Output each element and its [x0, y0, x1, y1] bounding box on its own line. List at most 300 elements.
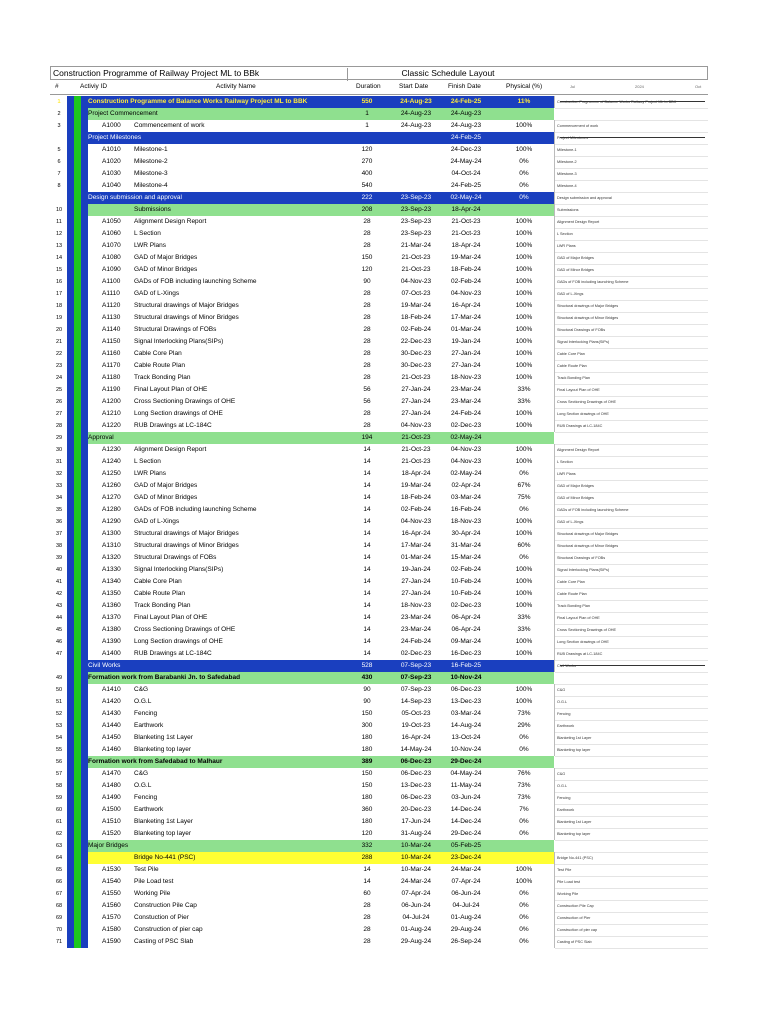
start-date: 10-Mar-24: [401, 854, 431, 861]
wbs-bar: [74, 576, 81, 588]
start-date: 29-Aug-24: [400, 938, 432, 945]
table-row[interactable]: [50, 492, 708, 504]
table-row[interactable]: [50, 264, 708, 276]
table-row[interactable]: [50, 564, 708, 576]
table-row[interactable]: [50, 456, 708, 468]
wbs-bar: [74, 168, 81, 180]
table-row[interactable]: [50, 432, 708, 444]
table-row[interactable]: [50, 144, 708, 156]
table-row[interactable]: [50, 648, 708, 660]
table-row[interactable]: [50, 408, 708, 420]
wbs-bar: [67, 528, 74, 540]
table-row[interactable]: [50, 864, 708, 876]
wbs-bar: [67, 612, 74, 624]
table-row[interactable]: [50, 684, 708, 696]
start-date: 05-Oct-23: [401, 710, 431, 717]
finish-date: 24-Feb-25: [451, 182, 481, 189]
table-row[interactable]: [50, 192, 708, 204]
wbs-bar: [67, 456, 74, 468]
activity-name: GAD of Minor Bridges: [134, 266, 198, 273]
duration: 14: [363, 446, 371, 453]
table-row[interactable]: [50, 348, 708, 360]
row-number: 57: [55, 771, 63, 777]
table-row[interactable]: [50, 732, 708, 744]
wbs-bar: [67, 348, 74, 360]
wbs-bar: [67, 504, 74, 516]
duration: 14: [363, 458, 371, 465]
activity-id: A1020: [102, 158, 121, 165]
finish-date: 24-Mar-24: [451, 866, 481, 873]
table-row[interactable]: [50, 828, 708, 840]
duration: 550: [361, 98, 373, 105]
table-row[interactable]: [50, 288, 708, 300]
gantt-label: Casting of PSC Slab: [554, 936, 708, 948]
gantt-label: Structural drawings of Major Bridges: [554, 300, 708, 312]
wbs-bar: [67, 672, 74, 684]
table-row[interactable]: [50, 660, 708, 672]
start-date: 21-Oct-23: [401, 446, 431, 453]
activity-name: Structural drawings of Major Bridges: [134, 302, 239, 309]
table-row[interactable]: [50, 504, 708, 516]
table-row[interactable]: [50, 180, 708, 192]
row-number: 54: [55, 735, 63, 741]
physical-progress: 100%: [515, 290, 533, 297]
wbs-bar: [81, 456, 88, 468]
physical-progress: 100%: [515, 686, 533, 693]
physical-progress: 0%: [519, 194, 529, 201]
table-row[interactable]: [50, 636, 708, 648]
row-number: 51: [55, 699, 63, 705]
activity-id: A1450: [102, 734, 121, 741]
row-number: 26: [55, 399, 63, 405]
activity-id: A1570: [102, 914, 121, 921]
activity-id: A1250: [102, 470, 121, 477]
activity-name: Test Pile: [134, 866, 159, 873]
finish-date: 24-May-24: [450, 158, 482, 165]
duration: 360: [361, 806, 373, 813]
activity-name: Project Commencement: [88, 110, 158, 117]
activity-id: A1370: [102, 614, 121, 621]
table-row[interactable]: [50, 720, 708, 732]
wbs-bar: [81, 288, 88, 300]
wbs-bar: [81, 924, 88, 936]
gantt-label: Blanketing 1st Layer: [554, 816, 708, 828]
duration: 14: [363, 626, 371, 633]
start-date: 23-Mar-24: [401, 626, 431, 633]
row-number: 63: [55, 843, 63, 849]
duration: 28: [363, 326, 371, 333]
row-number: 45: [55, 627, 63, 633]
wbs-bar: [67, 936, 74, 948]
physical-progress: 0%: [519, 914, 529, 921]
table-row[interactable]: [50, 300, 708, 312]
table-row[interactable]: [50, 168, 708, 180]
finish-date: 02-May-24: [450, 194, 482, 201]
activity-name: GAD of Major Bridges: [134, 482, 198, 489]
gantt-label: Milestone-3: [554, 168, 708, 180]
duration: 14: [363, 506, 371, 513]
activity-id: A1560: [102, 902, 121, 909]
finish-date: 01-Mar-24: [451, 326, 481, 333]
document-title: Construction Programme of Railway Project ML to BBk: [53, 68, 260, 78]
row-number: 70: [55, 927, 63, 933]
wbs-bar: [81, 912, 88, 924]
wbs-bar: [81, 396, 88, 408]
duration: 14: [363, 866, 371, 873]
wbs-bar: [81, 480, 88, 492]
activity-id: A1410: [102, 686, 121, 693]
wbs-bar: [67, 120, 74, 132]
wbs-bar: [81, 792, 88, 804]
duration: 28: [363, 362, 371, 369]
activity-name: Structural Drawings of FOBs: [134, 326, 217, 333]
wbs-bar: [74, 660, 81, 672]
table-row[interactable]: [50, 816, 708, 828]
wbs-bar: [67, 708, 74, 720]
gantt-label: GAD of Major Bridges: [554, 480, 708, 492]
gantt-label: Milestone-2: [554, 156, 708, 168]
table-row[interactable]: [50, 576, 708, 588]
physical-progress: 0%: [519, 158, 529, 165]
gantt-label: Structural drawings of Major Bridges: [554, 528, 708, 540]
table-row[interactable]: [50, 540, 708, 552]
col-duration-header: Duration: [356, 83, 381, 90]
table-row[interactable]: [50, 336, 708, 348]
wbs-bar: [81, 900, 88, 912]
activity-name: Milestone-4: [134, 182, 168, 189]
table-row[interactable]: [50, 96, 708, 108]
activity-name: Fencing: [134, 710, 158, 717]
duration: 180: [361, 794, 373, 801]
wbs-bar: [67, 600, 74, 612]
finish-date: 30-Apr-24: [451, 530, 481, 537]
table-row[interactable]: [50, 516, 708, 528]
physical-progress: 100%: [515, 566, 533, 573]
table-row[interactable]: [50, 792, 708, 804]
activity-name: Cable Core Plan: [134, 578, 182, 585]
wbs-bar: [81, 684, 88, 696]
row-number: 27: [55, 411, 63, 417]
duration: 150: [361, 710, 373, 717]
row-number: 30: [55, 447, 63, 453]
title-bar: [50, 66, 708, 80]
table-row[interactable]: [50, 588, 708, 600]
wbs-bar: [74, 504, 81, 516]
table-row[interactable]: [50, 552, 708, 564]
start-date: 06-Dec-23: [400, 758, 432, 765]
wbs-bar: [81, 732, 88, 744]
table-row[interactable]: [50, 840, 708, 852]
wbs-bar: [74, 564, 81, 576]
start-date: 27-Jan-24: [401, 410, 431, 417]
col-physical-header: Physical (%): [506, 83, 543, 90]
wbs-bar: [74, 768, 81, 780]
table-row[interactable]: [50, 912, 708, 924]
table-row[interactable]: [50, 132, 708, 144]
start-date: 02-Dec-23: [400, 650, 432, 657]
activity-id: A1440: [102, 722, 121, 729]
start-date: 21-Oct-23: [401, 374, 431, 381]
activity-name: LWR Plans: [134, 470, 167, 477]
wbs-bar: [67, 444, 74, 456]
table-row[interactable]: [50, 396, 708, 408]
wbs-bar: [74, 480, 81, 492]
wbs-bar: [74, 360, 81, 372]
wbs-bar: [67, 492, 74, 504]
start-date: 07-Sep-23: [400, 686, 432, 693]
table-row[interactable]: [50, 372, 708, 384]
duration: 222: [361, 194, 373, 201]
wbs-bar: [67, 588, 74, 600]
finish-date: 02-Apr-24: [451, 482, 481, 489]
duration: 14: [363, 494, 371, 501]
start-date: 10-Mar-24: [401, 866, 431, 873]
gantt-label: GADs of FOB including launching Scheme: [554, 504, 708, 516]
physical-progress: 100%: [515, 518, 533, 525]
table-row[interactable]: [50, 600, 708, 612]
wbs-bar: [67, 780, 74, 792]
wbs-bar: [81, 720, 88, 732]
table-row[interactable]: [50, 312, 708, 324]
table-row[interactable]: [50, 528, 708, 540]
activity-id: A1260: [102, 482, 121, 489]
gantt-label: GADs of FOB including launching Scheme: [554, 276, 708, 288]
row-number: 10: [55, 207, 63, 213]
activity-name: C&G: [134, 770, 149, 777]
row-number: 40: [55, 567, 63, 573]
activity-id: A1190: [102, 386, 121, 393]
gantt-label: Alignment Design Report: [554, 216, 708, 228]
activity-id: A1150: [102, 338, 121, 345]
table-row[interactable]: [50, 768, 708, 780]
wbs-bar: [67, 216, 74, 228]
table-row[interactable]: [50, 156, 708, 168]
gantt-label: O.G.L: [554, 696, 708, 708]
activity-id: A1010: [102, 146, 121, 153]
table-row[interactable]: [50, 420, 708, 432]
table-row[interactable]: [50, 252, 708, 264]
physical-progress: 100%: [515, 374, 533, 381]
wbs-bar: [81, 216, 88, 228]
table-row[interactable]: [50, 696, 708, 708]
start-date: 21-Mar-24: [401, 242, 431, 249]
gantt-label: Test Pile: [554, 864, 708, 876]
table-row[interactable]: [50, 780, 708, 792]
duration: 28: [363, 374, 371, 381]
table-row[interactable]: [50, 228, 708, 240]
wbs-bar: [67, 540, 74, 552]
table-row[interactable]: [50, 216, 708, 228]
table-row[interactable]: [50, 744, 708, 756]
physical-progress: 100%: [515, 530, 533, 537]
activity-id: A1120: [102, 302, 121, 309]
physical-progress: 100%: [515, 146, 533, 153]
row-number: 8: [57, 183, 61, 189]
table-row[interactable]: [50, 120, 708, 132]
wbs-bar: [81, 804, 88, 816]
row-number: 62: [55, 831, 63, 837]
physical-progress: 33%: [517, 386, 531, 393]
table-row[interactable]: [50, 624, 708, 636]
start-date: 23-Sep-23: [400, 218, 432, 225]
wbs-bar: [74, 720, 81, 732]
table-row[interactable]: [50, 204, 708, 216]
gantt-label: Commencement of work: [554, 120, 708, 132]
start-date: 30-Dec-23: [400, 350, 432, 357]
gantt-label: Construction Pile Cap: [554, 900, 708, 912]
activity-name: Constuction of Pier: [134, 914, 189, 921]
gantt-label: Track Bonding Plan: [554, 372, 708, 384]
wbs-bar: [74, 672, 81, 684]
start-date: 14-Sep-23: [400, 698, 432, 705]
table-row[interactable]: [50, 384, 708, 396]
wbs-bar: [67, 576, 74, 588]
activity-name: GAD of Major Bridges: [134, 254, 198, 261]
activity-id: A1130: [102, 314, 121, 321]
table-row[interactable]: [50, 276, 708, 288]
table-row[interactable]: [50, 468, 708, 480]
finish-date: 18-Feb-24: [451, 266, 481, 273]
row-number: 58: [55, 783, 63, 789]
start-date: 19-Jan-24: [401, 566, 431, 573]
wbs-bar: [81, 420, 88, 432]
table-row[interactable]: [50, 756, 708, 768]
activity-name: Track Bonding Plan: [134, 374, 191, 381]
start-date: 21-Oct-23: [401, 458, 431, 465]
start-date: 17-Mar-24: [401, 542, 431, 549]
wbs-bar: [67, 204, 74, 216]
table-row[interactable]: [50, 888, 708, 900]
activity-id: A1340: [102, 578, 121, 585]
activity-id: A1480: [102, 782, 121, 789]
row-number: 15: [55, 267, 63, 273]
start-date: 27-Jan-24: [401, 578, 431, 585]
table-row[interactable]: [50, 876, 708, 888]
activity-id: A1590: [102, 938, 121, 945]
table-row[interactable]: [50, 612, 708, 624]
row-number: 52: [55, 711, 63, 717]
table-row[interactable]: [50, 804, 708, 816]
wbs-bar: [81, 384, 88, 396]
finish-date: 26-Sep-24: [450, 938, 482, 945]
wbs-bar: [74, 336, 81, 348]
table-row[interactable]: [50, 852, 708, 864]
activity-name: Approval: [88, 434, 114, 441]
start-date: 27-Jan-24: [401, 386, 431, 393]
activity-id: A1080: [102, 254, 121, 261]
activity-id: A1540: [102, 878, 121, 885]
activity-id: A1310: [102, 542, 121, 549]
wbs-bar: [67, 480, 74, 492]
gantt-label: Track Bonding Plan: [554, 600, 708, 612]
table-row[interactable]: [50, 924, 708, 936]
activity-name: Cable Route Plan: [134, 362, 185, 369]
wbs-bar: [74, 552, 81, 564]
activity-name: Fencing: [134, 794, 158, 801]
table-row[interactable]: [50, 900, 708, 912]
duration: 120: [361, 266, 373, 273]
finish-date: 14-Dec-24: [450, 806, 482, 813]
row-number: 43: [55, 603, 63, 609]
row-number: 37: [55, 531, 63, 537]
row-number: 14: [55, 255, 63, 261]
duration: 120: [361, 146, 373, 153]
table-row[interactable]: [50, 480, 708, 492]
wbs-bar: [74, 420, 81, 432]
wbs-bar: [81, 168, 88, 180]
row-number: 9: [57, 195, 61, 201]
finish-date: 06-Apr-24: [451, 614, 481, 621]
duration: 14: [363, 590, 371, 597]
wbs-bar: [67, 768, 74, 780]
physical-progress: 0%: [519, 182, 529, 189]
activity-name: Blanketing top layer: [134, 830, 192, 837]
gantt-label: GAD of L-Xings: [554, 288, 708, 300]
finish-date: 07-Apr-24: [451, 878, 481, 885]
activity-name: Construction Pile Cap: [134, 902, 197, 909]
activity-name: Alignment Design Report: [134, 218, 207, 225]
duration: 150: [361, 254, 373, 261]
physical-progress: 0%: [519, 470, 529, 477]
wbs-bar: [74, 828, 81, 840]
wbs-bar: [67, 372, 74, 384]
start-date: 02-Feb-24: [401, 326, 431, 333]
table-row[interactable]: [50, 240, 708, 252]
duration: 14: [363, 518, 371, 525]
row-number: 32: [55, 471, 63, 477]
wbs-bar: [67, 660, 74, 672]
table-row[interactable]: [50, 108, 708, 120]
duration: 14: [363, 578, 371, 585]
activity-id: A1350: [102, 590, 121, 597]
activity-id: A1050: [102, 218, 121, 225]
activity-name: Earthwork: [134, 722, 164, 729]
table-row[interactable]: [50, 444, 708, 456]
activity-name: Working Pile: [134, 890, 171, 897]
table-row[interactable]: [50, 360, 708, 372]
wbs-bar: [74, 120, 81, 132]
wbs-bar: [67, 384, 74, 396]
wbs-bar: [74, 624, 81, 636]
start-date: 16-Apr-24: [401, 734, 431, 741]
wbs-bar: [81, 264, 88, 276]
activity-name: Signal Interlocking Plans(SIPs): [134, 338, 224, 345]
wbs-bar: [81, 552, 88, 564]
wbs-bar: [74, 912, 81, 924]
duration: 1: [365, 122, 369, 129]
activity-id: A1240: [102, 458, 121, 465]
physical-progress: 100%: [515, 362, 533, 369]
table-row[interactable]: [50, 708, 708, 720]
wbs-bar: [67, 636, 74, 648]
table-row[interactable]: [50, 936, 708, 948]
table-row[interactable]: [50, 672, 708, 684]
finish-date: 23-Mar-24: [451, 386, 481, 393]
gantt-label: L Section: [554, 456, 708, 468]
gantt-label: C&G: [554, 768, 708, 780]
activity-name: Casting of PSC Slab: [134, 938, 194, 945]
wbs-bar: [74, 888, 81, 900]
wbs-bar: [74, 132, 81, 144]
wbs-bar: [81, 408, 88, 420]
activity-name: Project Milestones: [88, 134, 142, 141]
gantt-label: Structural Drawings of FOBs: [554, 552, 708, 564]
table-row[interactable]: [50, 324, 708, 336]
wbs-bar: [81, 132, 88, 144]
wbs-bar: [67, 240, 74, 252]
wbs-bar: [74, 708, 81, 720]
wbs-bar: [74, 684, 81, 696]
